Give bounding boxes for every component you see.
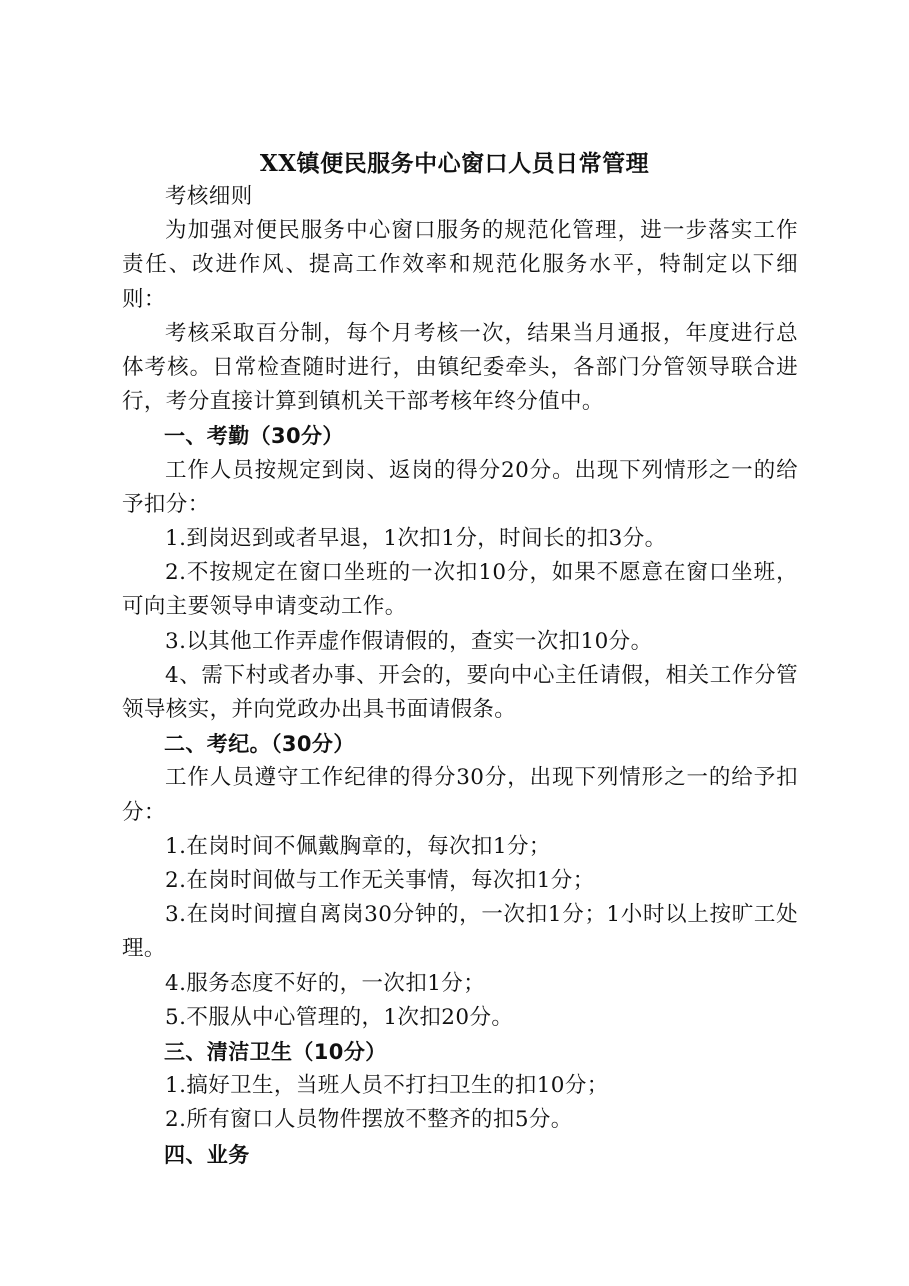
- attendance-item: 2.不按规定在窗口坐班的一次扣10分，如果不愿意在窗口坐班，可向主要领导申请变动工作。: [122, 560, 798, 620]
- intro-paragraph: 为加强对便民服务中心窗口服务的规范化管理，进一步落实工作责任、改进作风、提高工作效率和规范化服务水平，特制定以下细则：: [122, 218, 798, 312]
- section-heading-attendance: 一、考勤（30分）: [164, 424, 344, 449]
- attendance-item: 4、需下村或者办事、开会的，要向中心主任请假，相关工作分管领导核实，并向党政办出具书面请假条。: [122, 662, 798, 723]
- discipline-item: 1.在岗时间不佩戴胸章的，每次扣1分；: [165, 833, 551, 859]
- hygiene-item: 2.所有窗口人员物件摆放不整齐的扣5分。: [165, 1107, 573, 1133]
- discipline-item: 4.服务态度不好的，一次扣1分；: [165, 970, 486, 996]
- discipline-item: 3.在岗时间擅自离岗30分钟的，一次扣1分；1小时以上按旷工处理。: [122, 902, 798, 962]
- section-heading-discipline: 二、考纪。（30分）: [164, 732, 355, 757]
- document-body: [122, 180, 798, 1172]
- document-title: XX镇便民服务中心窗口人员日常管理: [259, 150, 650, 177]
- hygiene-item: 1.搞好卫生，当班人员不打扫卫生的扣10分；: [165, 1073, 609, 1099]
- section-heading-hygiene: 三、清洁卫生（10分）: [164, 1040, 387, 1065]
- attendance-item: 3.以其他工作弄虚作假请假的，查实一次扣10分。: [165, 628, 653, 654]
- section-heading-business: 四、业务: [164, 1142, 250, 1167]
- attendance-intro: 工作人员按规定到岗、返岗的得分20分。出现下列情形之一的给予扣分：: [122, 457, 798, 517]
- subtitle-paragraph: 考核细则: [165, 184, 253, 209]
- discipline-item: 2.在岗时间做与工作无关事情，每次扣1分；: [165, 868, 595, 894]
- discipline-item: 5.不服从中心管理的，1次扣20分。: [165, 1004, 514, 1030]
- discipline-intro: 工作人员遵守工作纪律的得分30分，出现下列情形之一的给予扣分：: [122, 765, 798, 825]
- method-paragraph: 考核采取百分制，每个月考核一次，结果当月通报，年度进行总体考核。日常检查随时进行，由镇纪委牵头，各部门分管领导联合进行，考分直接计算到镇机关干部考核年终分值中。: [122, 320, 798, 415]
- attendance-item: 1.到岗迟到或者早退，1次扣1分，时间长的扣3分。: [165, 526, 667, 552]
